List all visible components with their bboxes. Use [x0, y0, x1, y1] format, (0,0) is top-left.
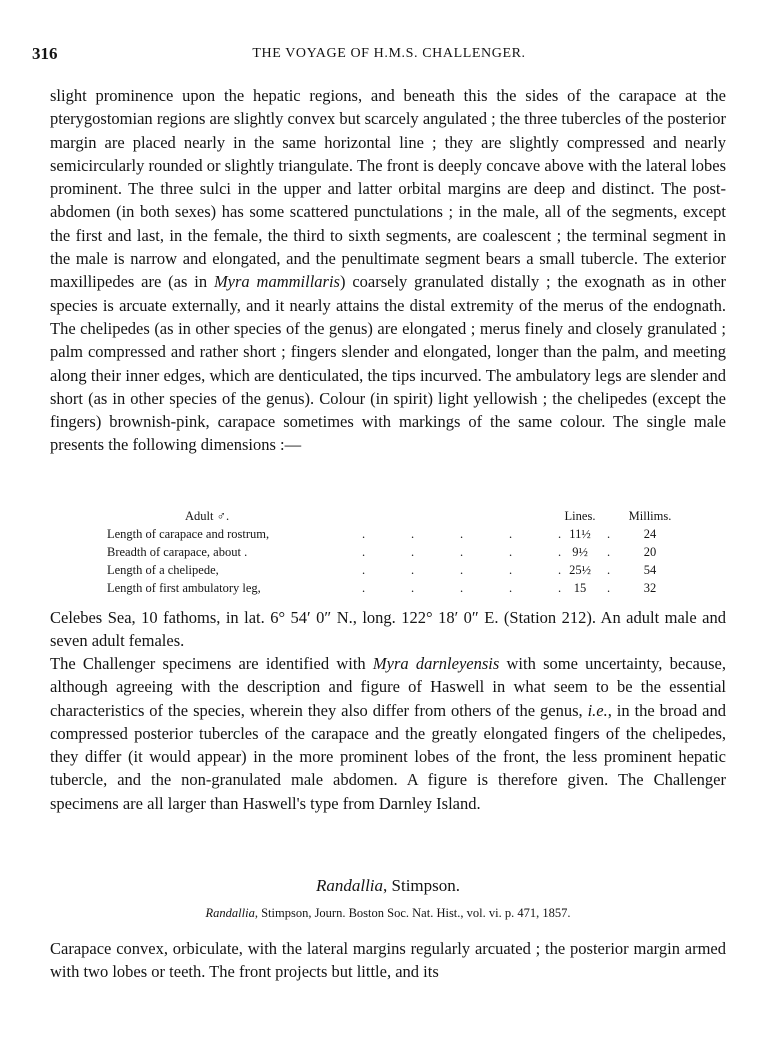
paragraph-description [50, 84, 726, 457]
paragraph-identification [50, 652, 726, 815]
table-row [107, 579, 699, 597]
species-name: Myra mammillaris [213, 272, 340, 292]
table-row [107, 561, 699, 579]
dimensions-header-label: Adult ♂. [185, 509, 230, 523]
dimensions-header-row [107, 507, 699, 525]
row-label: Length of carapace and rostrum, [107, 527, 270, 541]
paragraph-genus-description: Carapace convex, orbiculate, with the lateral margins regularly arcuated ; the posterior margin armed with two lobes or teeth. The front projects but little, and its [50, 939, 726, 982]
row-label: Length of a chelipede, [107, 563, 219, 577]
row-millims-value: 20 [643, 545, 657, 559]
paragraph-text: , in the broad and compressed posterior tubercles of the carapace and the greatly elongated fingers of the chelipedes, they differ (it would appear) in the more prominent lobes of the front, the less prominent hepatic tubercle, and the non-granulated male abdomen. A figure is therefore given. The Challenger specimens are all larger than Haswell's type from Darnley Island. [50, 700, 726, 813]
leader-dots: . . . . . . [361, 545, 611, 559]
genus-heading [0, 876, 776, 896]
row-millims-value: 32 [643, 581, 657, 595]
paragraph-text: with some uncertainty, because, although agreeing with the description and figure of Haswell in what seem to be the essential characteristics of the species, wherein they also differ from others of the genus, [50, 654, 726, 720]
table-row [107, 525, 699, 543]
column-header-millims: Millims. [628, 509, 672, 523]
dimensions-table [107, 507, 699, 597]
genus-author: , Stimpson. [383, 876, 461, 895]
page-header [32, 44, 736, 68]
paragraph-text: slight prominence upon the hepatic regions, and beneath this the sides of the carapace at the pterygostomian regions are slightly convex but scarcely angulated ; the three tubercles of the posterior margin are placed nearly in the same horizontal line ; they are slightly compressed and nearly semicircularly rounded or slightly triangulate. The front is deeply concave above with the lateral lobes prominent. The three sulci in the upper and latter orbital margins are deep and distinct. The post-abdomen (in both sexes) has some scattered punctulations ; in the male, all of the segments, except the first and last, in the female, the third to sixth segments, are coalescent ; the terminal segment in the male is narrow and elongated, and the penultimate segment bears a small tubercle. The exterior maxillipedes are (as in [50, 86, 726, 292]
paragraph-text: ) coarsely granulated distally ; the exognath as in other species is arcuate externally, and it nearly attains the distal extremity of the merus of the endognath. The chelipedes (as in other species of the genus) are elongated ; merus finely and closely granulated ; palm compressed and rather short ; fingers slender and elongated, longer than the palm, and meeting along their inner edges, which are denticulated, the tips incurved. The ambulatory legs are slender and short (as in other species of the genus). Colour (in spirit) light yellowish ; the chelipedes (except the fingers) brownish-pink, carapace sometimes with markings of the same colour. The single male presents the following dimensions :— [50, 272, 727, 455]
leader-dots: . . . . . . [361, 581, 611, 595]
genus-name: Randallia [315, 876, 384, 895]
running-title: THE VOYAGE OF H.M.S. CHALLENGER. [252, 46, 526, 61]
species-name: Myra darnleyensis [372, 654, 500, 673]
paragraph-text: The Challenger specimens are identified with [50, 654, 373, 673]
table-row [107, 543, 699, 561]
column-header-lines: Lines. [564, 509, 596, 523]
citation [0, 906, 776, 921]
row-millims-value: 54 [643, 563, 657, 577]
paragraph-locality: Celebes Sea, 10 fathoms, in lat. 6° 54′ 0″ N., long. 122° 18′ 0″ E. (Station 212). An adult male and seven adult females. [50, 608, 726, 651]
row-lines-value: 25½ [569, 563, 591, 577]
row-lines-value: 11½ [569, 527, 591, 541]
row-lines-value: 15 [573, 581, 587, 595]
row-label: Length of first ambulatory leg, [107, 581, 261, 595]
citation-text: , Stimpson, Journ. Boston Soc. Nat. Hist., vol. vi. p. 471, 1857. [254, 906, 571, 920]
page-number: 316 [32, 44, 58, 63]
row-millims-value: 24 [643, 527, 657, 541]
row-label: Breadth of carapace, about . [107, 545, 248, 559]
citation-genus: Randallia [205, 906, 255, 920]
row-lines-value: 9½ [572, 545, 588, 559]
leader-dots: . . . . . . [361, 527, 611, 541]
leader-dots: . . . . . . [361, 563, 611, 577]
abbreviation-ie: i.e. [587, 700, 608, 720]
